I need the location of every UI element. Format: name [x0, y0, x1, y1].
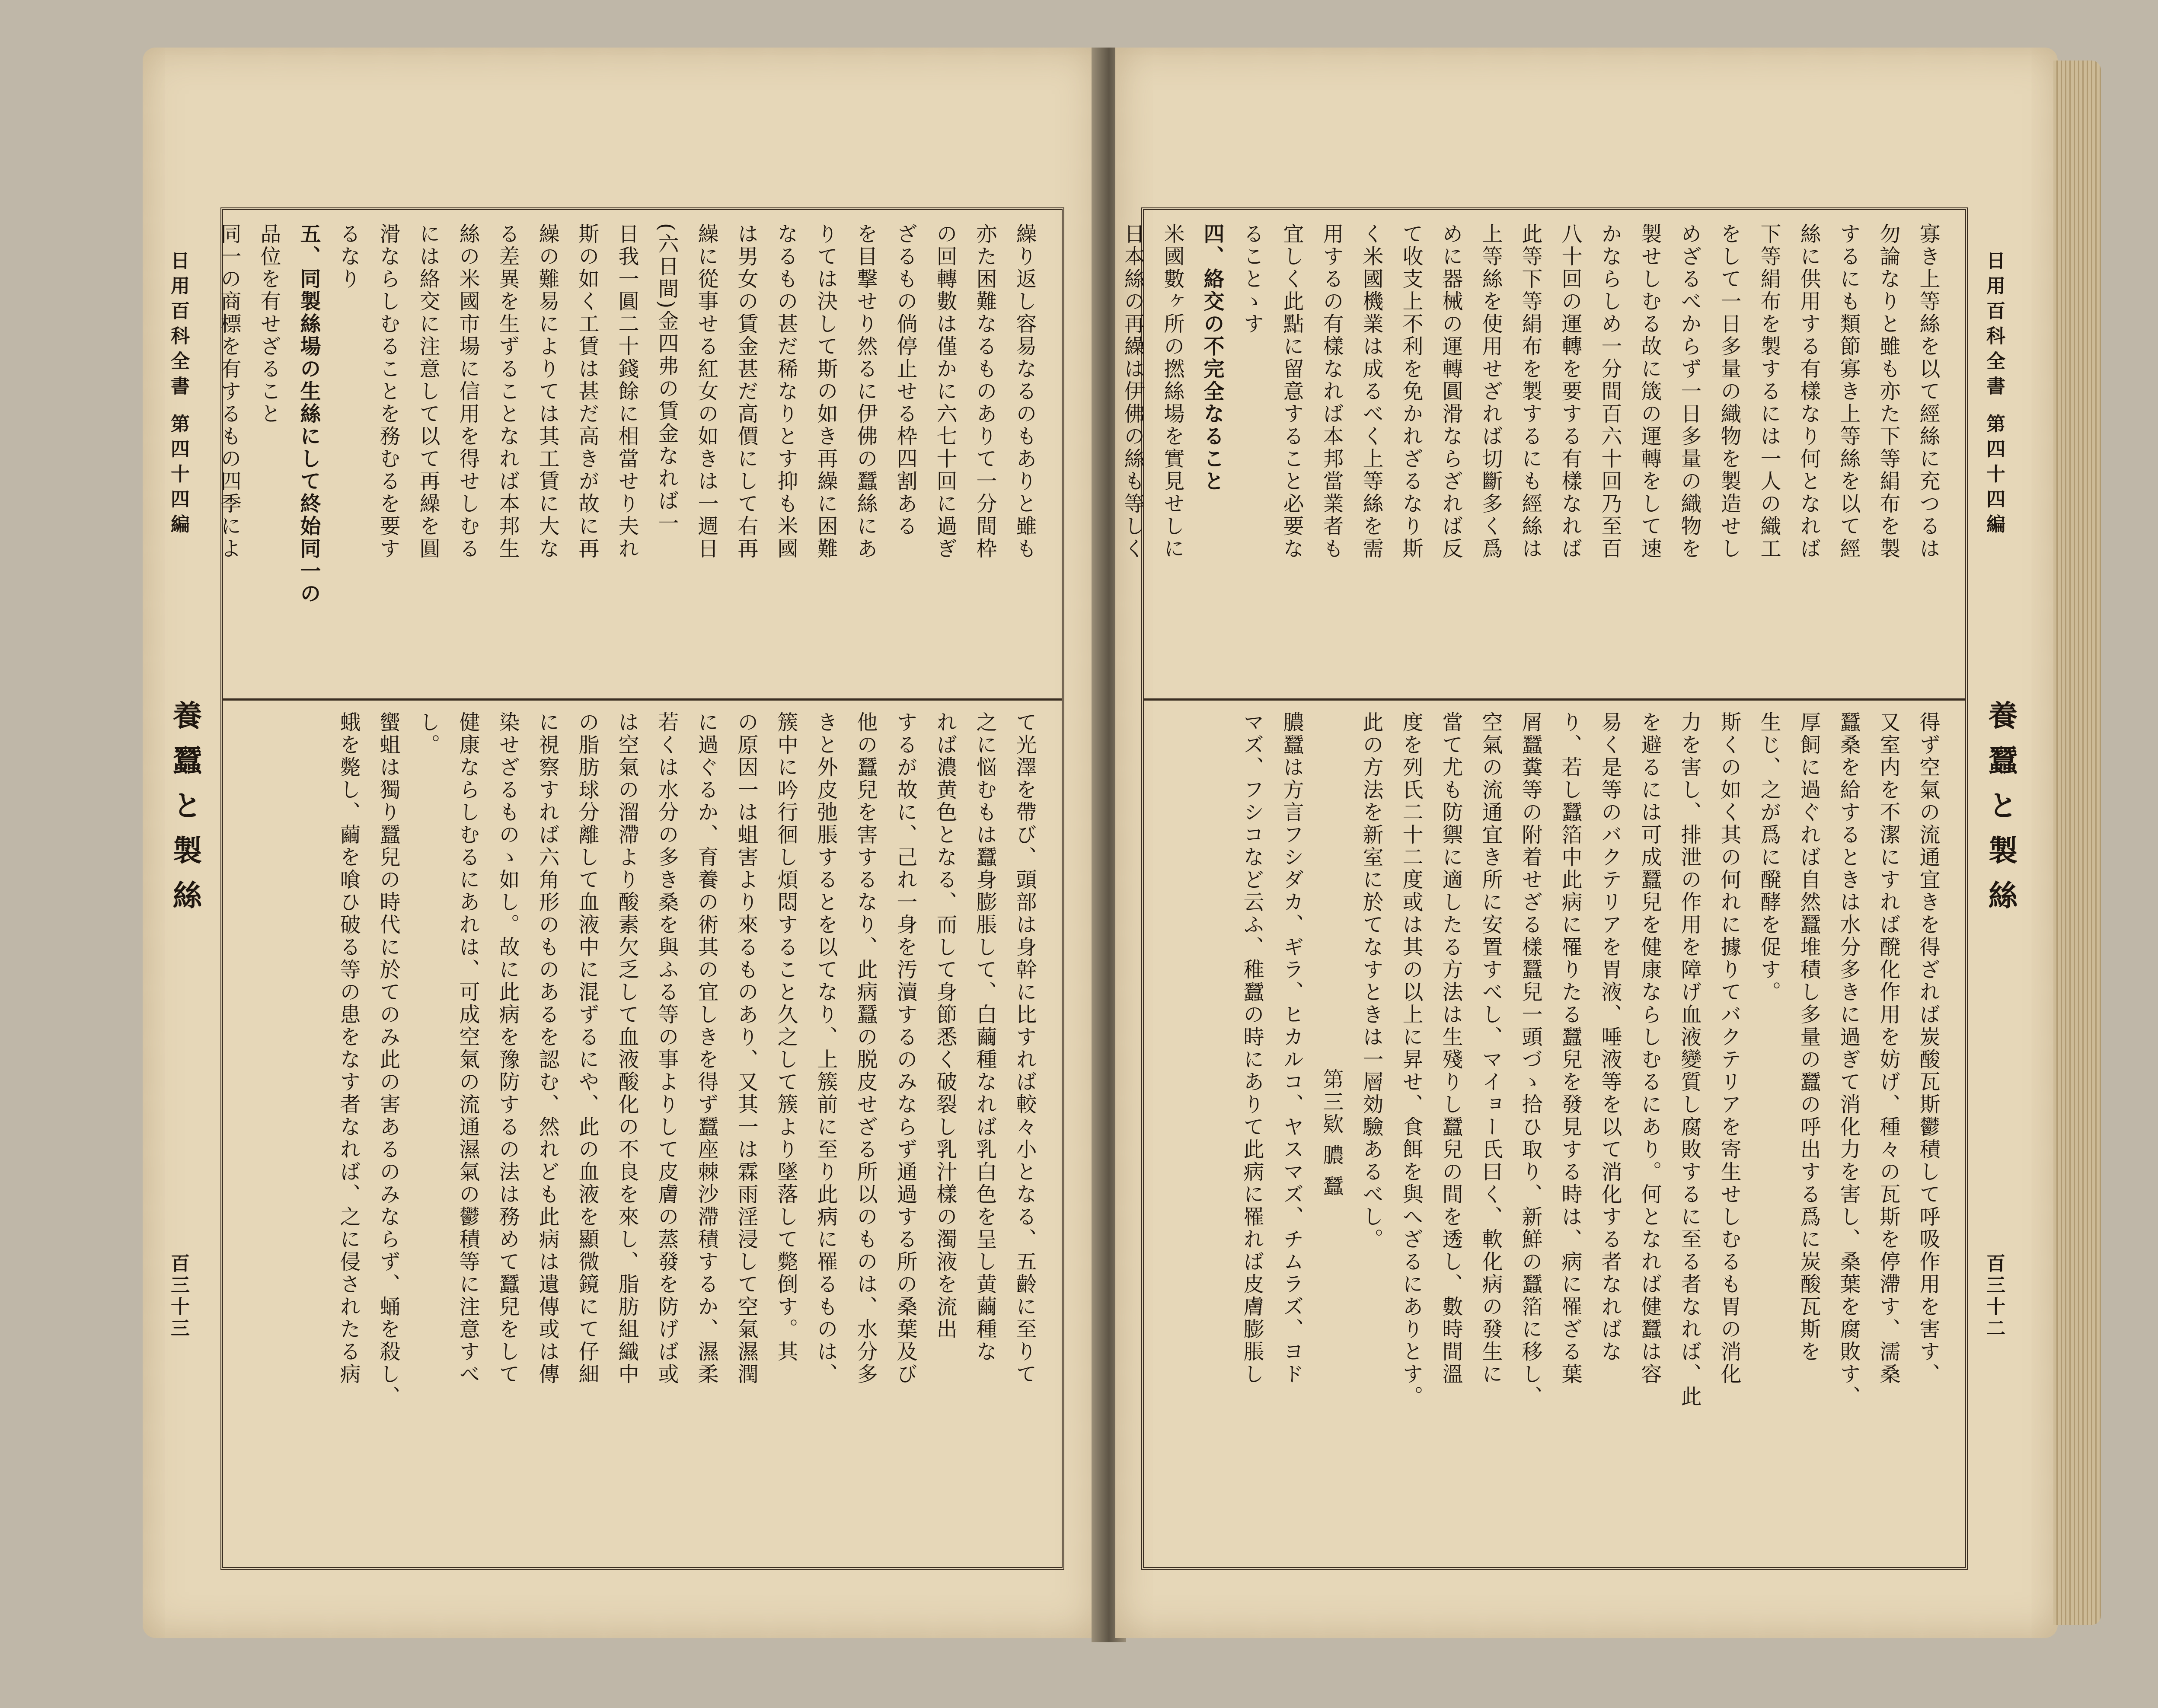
text-line: するにも類節寡き上等絲を以て經 [1836, 223, 1861, 560]
text-line: 若くは水分の多き桑を與ふる等の事よりして皮膚の蒸發を防げば或 [654, 711, 679, 1386]
text-line: を目撃せり然るに伊佛の蠶絲にあ [853, 223, 878, 560]
text-line: 當て尤も防禦に適したる方法は生殘りし蠶兒の間を透し、數時間溫 [1439, 711, 1463, 1386]
text-line: に過ぐるか、育養の術其の宜しきを得ず蠶座棘沙滯積するか、濕柔 [694, 711, 718, 1386]
text-line: ることゝす [1240, 223, 1264, 335]
right-subject-title: 養蠶と製絲 [1983, 700, 2018, 925]
text-line: 蠶桑を給するときは水分多きに過ぎて消化力を害し、桑葉を腐敗す、 [1836, 711, 1861, 1408]
text-line: ざるもの倘停止せる枠四割ある [893, 223, 917, 538]
text-line: 用するの有樣なれば本邦當業者も [1319, 223, 1344, 560]
text-line: し。 [416, 711, 440, 756]
text-line: 寡き上等絲を以て經絲に充つるは [1916, 223, 1940, 560]
left-page [143, 48, 1098, 1638]
text-line: なるもの甚だ稀なりとす抑も米國 [774, 223, 798, 560]
text-line: 宜しく此點に留意すること必要な [1280, 223, 1304, 560]
text-line: る差異を生ずることなれば本邦生 [495, 223, 520, 560]
left-subject-title: 養蠶と製絲 [168, 700, 202, 925]
right-page [1115, 48, 2058, 1638]
book-spread [125, 48, 2101, 1647]
text-line: て收支上不利を免かれざるなり斯 [1399, 223, 1423, 560]
text-line: 蛾を斃し、繭を喰ひ破る等の患をなす者なれば、之に侵されたる病 [336, 711, 361, 1386]
item-4-heading: 四、絡交の不完全なること [1200, 223, 1224, 493]
left-upper-column [217, 223, 1044, 690]
text-line: 米國數ヶ所の撚絲場を實見せしに [1160, 223, 1184, 560]
text-line: をして一日多量の織物を製造せし [1717, 223, 1741, 560]
text-line: 斯くの如く其の何れに據りてバクテリアを寄生せしむるも胃の消化 [1717, 711, 1741, 1386]
text-line: 之に悩むもは蠶身膨脹して、白繭種なれば乳白色を呈し黄繭種な [973, 711, 997, 1363]
text-line: 日我一圓二十錢餘に相當せり夫れ [615, 223, 639, 560]
left-lower-column [240, 711, 1044, 1554]
text-line: 繰り返し容易なるのもありと雖も [1012, 223, 1037, 560]
right-lower-column [1161, 711, 1948, 1554]
text-line: 厚飼に過ぐれば自然蠶堆積し多量の蠶の呼出する爲に炭酸瓦斯を [1797, 711, 1821, 1363]
item-5-heading: 五、同製絲場の生絲にして終始同一の [297, 223, 321, 605]
text-line: は空氣の溜滯より酸素欠乏して血液酸化の不良を來し、脂肪組織中 [615, 711, 639, 1386]
text-line: マズ、フシコなど云ふ、稚蠶の時にありて此病に罹れば皮膚膨脹し [1240, 711, 1264, 1386]
text-line: 繰の難易によりては其工賃に大な [535, 223, 559, 560]
text-line: 絲に供用する有樣なり何となれば [1797, 223, 1821, 560]
text-line: 屑蠶糞等の附着せざる樣蠶兒一頭づゝ拾ひ取り、新鮮の蠶箔に移し、 [1518, 711, 1542, 1408]
text-line: は男女の賃金甚だ高價にして右再 [734, 223, 758, 560]
text-line: りては決して斯の如き再繰に困難 [814, 223, 838, 560]
text-line: 空氣の流通宜き所に安置すべし、マイョー氏曰く、軟化病の發生に [1478, 711, 1503, 1386]
text-line: て光澤を帶び、頭部は身幹に比すれば較々小となる、五齡に至りて [1012, 711, 1037, 1386]
text-line: 下等絹布を製するには一人の織工 [1757, 223, 1781, 560]
section-heading: 第三欵 膿 蠶 [1319, 1068, 1344, 1198]
text-line: 得ず空氣の流通宜きを得ざれば炭酸瓦斯鬱積して呼吸作用を害す、 [1916, 711, 1940, 1386]
text-line: 又室内を不潔にすれば醗化作用を妨げ、種々の瓦斯を停滯す、濡桑 [1876, 711, 1900, 1386]
left-text-frame [217, 207, 1064, 1570]
text-line: るなり [336, 223, 361, 290]
text-line: 繰に從事せる紅女の如きは一週日 [694, 223, 718, 560]
text-line: (六日間)金四弗の賃金なれば一 [654, 223, 679, 535]
text-line: 此等下等絹布を製するにも經絲は [1518, 223, 1542, 560]
text-line: 勿論なりと雖も亦た下等絹布を製 [1876, 223, 1900, 560]
text-line: を避るには可成蠶兒を健康ならしむるにあり。何となれば健蠶は容 [1638, 711, 1662, 1386]
right-series-title: 日用百科全書 第四十四編 [1983, 251, 2005, 539]
text-line: には絡交に注意して以て再繰を圓 [416, 223, 440, 560]
page-edges [2053, 61, 2101, 1625]
text-line: 八十回の運轉を要する有樣なれば [1558, 223, 1582, 560]
text-line: 健康ならしむるにあれは、可成空氣の流通濕氣の鬱積等に注意すべ [456, 711, 480, 1386]
right-divider [1144, 698, 1965, 701]
text-line: 斯の如く工賃は甚だ高きが故に再 [575, 223, 599, 560]
left-series-title: 日用百科全書 第四十四編 [167, 251, 189, 539]
left-divider [223, 698, 1062, 701]
text-line: り、若し蠶箔中此病に罹りたる蠶兒を發見する時は、病に罹ざる葉 [1558, 711, 1582, 1386]
text-line: めに器械の運轉圓滑ならざれば反 [1439, 223, 1463, 560]
text-line: 此の方法を新室に於てなすときは一層効驗あるべし。 [1359, 711, 1383, 1251]
text-line: 簇中に吟行徊し煩悶すること久之して簇より墜落して斃倒す。其 [774, 711, 798, 1363]
right-upper-column [1120, 223, 1948, 690]
text-line: 上等絲を使用せざれば切斷多く爲 [1478, 223, 1503, 560]
text-line: 日本絲の再繰は伊佛の絲も等しく [1120, 223, 1145, 560]
text-line: めざるべからず一日多量の織物を [1677, 223, 1702, 560]
text-line: かならしめ一分間百六十回乃至百 [1598, 223, 1622, 560]
text-line: 生じ、之が爲に醗酵を促す。 [1757, 711, 1781, 1004]
text-line: するが故に、己れ一身を汚瀆するのみならず通過する所の桑葉及び [893, 711, 917, 1386]
text-line: 易く是等のバクテリアを胃液、唾液等を以て消化する者なればな [1598, 711, 1622, 1363]
right-page-number: 百三十二 [1983, 1253, 2005, 1340]
text-line: 染せざるものゝ如し。故に此病を豫防するの法は務めて蠶兒をして [495, 711, 520, 1386]
text-line: きと外皮弛脹するとを以てなり、上簇前に至り此病に罹るものは、 [814, 711, 838, 1386]
text-line: 同一の商標を有するもの四季によ [217, 223, 241, 560]
text-line: 滑ならしむることを務むるを要す [376, 223, 400, 560]
text-line: く米國機業は成るべく上等絲を需 [1359, 223, 1383, 560]
text-line: 品位を有せざること [257, 223, 281, 425]
right-text-frame [1120, 207, 1968, 1570]
text-line: 膿蠶は方言フシダカ、ギラ、ヒカルコ、ヤスマズ、チムラズ、ヨド [1280, 711, 1304, 1386]
text-line: の脂肪球分離して血液中に混ずるにや、此の血液を顯微鏡にて仔細 [575, 711, 599, 1386]
text-line: 度を列氏二十二度或は其の以上に昇せ、食餌を與へざるにありとす。 [1399, 711, 1423, 1408]
text-line: 亦た困難なるものありて一分間枠 [973, 223, 997, 560]
text-line: 他の蠶兒を害するなり、此病蠶の脱皮せざる所以のものは、水分多 [853, 711, 878, 1386]
text-line: れば濃黄色となる、而して身節悉く破裂し乳汁樣の濁液を流出 [933, 711, 957, 1341]
text-line: 絲の米國市場に信用を得せしむる [456, 223, 480, 560]
text-line: の回轉數は僅かに六七十回に過ぎ [933, 223, 957, 560]
text-line: 力を害し、排泄の作用を障げ血液變質し腐敗するに至る者なれば、此 [1677, 711, 1702, 1408]
text-line: の原因一は蛆害より來るものあり、又其一は霖雨淫浸して空氣濕潤 [734, 711, 758, 1386]
left-page-number: 百三十三 [167, 1253, 189, 1340]
text-line: 蠁蛆は獨り蠶兒の時代に於てのみ此の害あるのみならず、蛹を殺し、 [376, 711, 400, 1408]
text-line: 製せしむる故に筬の運轉をして速 [1638, 223, 1662, 560]
text-line: に視察すれば六角形のものあるを認む、然れども此病は遺傳或は傳 [535, 711, 559, 1386]
